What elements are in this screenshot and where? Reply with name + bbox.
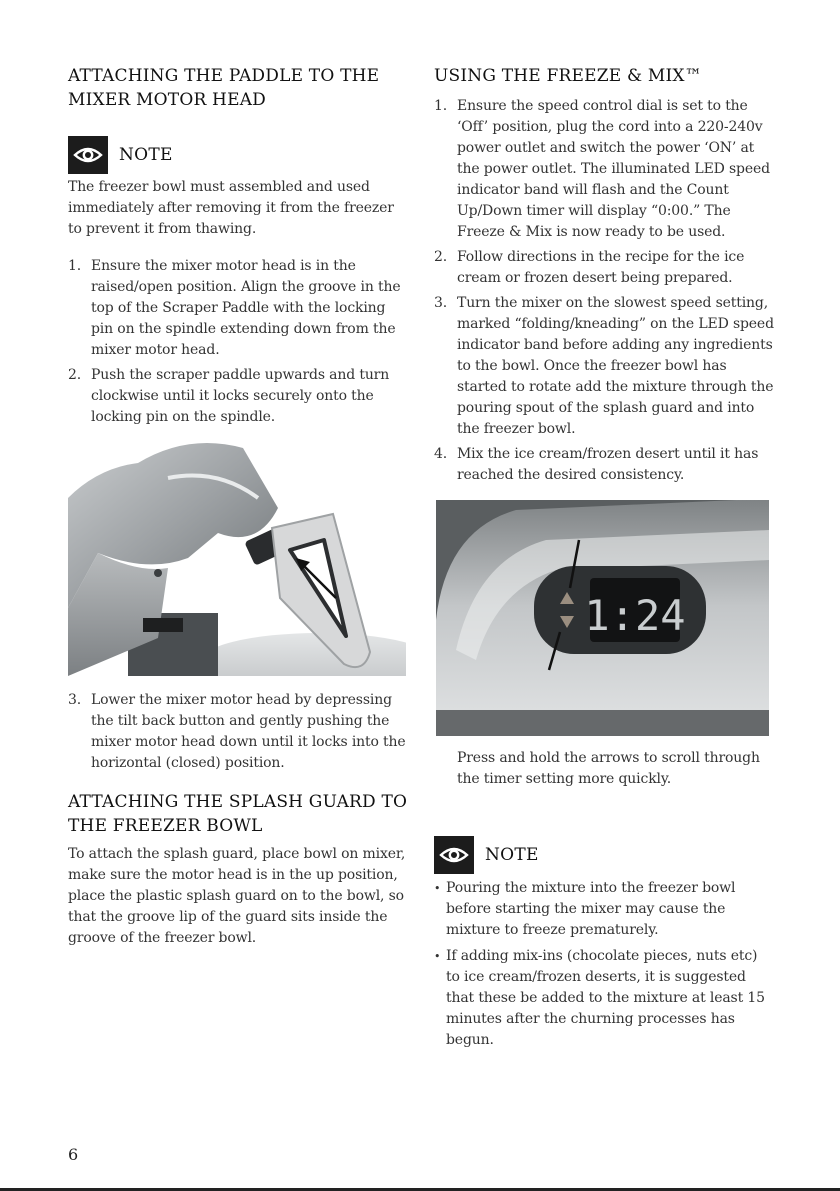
freeze-section-title: USING THE FREEZE & MIX™ (434, 66, 702, 86)
list-item: 3. Lower the mixer motor head by depressing the tilt back button and gently pushing the mixer motor head down until it locks into the horizontal (closed) position. (68, 692, 406, 771)
freeze-steps (434, 96, 774, 486)
paddle-steps (68, 256, 408, 428)
paddle-steps-continued (68, 690, 408, 774)
list-item: 2. Push the scraper paddle upwards and turn clockwise until it locks securely onto the locking pin on the spindle. (68, 367, 390, 425)
timer-caption: Press and hold the arrows to scroll through the timer setting more quickly. (457, 750, 760, 787)
paddle-section-title: ATTACHING THE PADDLE TO THE MIXER MOTOR HEAD (68, 66, 380, 110)
splash-text: To attach the splash guard, place bowl on mixer, make sure the motor head is in the up position, place the plastic splash guard on to the bowl, so that the groove lip of the guard sits inside the groove of the freezer bowl. (68, 846, 406, 946)
page-number: 6 (68, 1145, 79, 1164)
list-item: 3. Turn the mixer on the slowest speed setting, marked “folding/kneading” on the LED speed indicator band before adding any ingredients to the bowl. Once the freezer bowl has started to rotate add the mixture through the pouring spout of the splash guard and into the freezer bowl. (434, 295, 774, 437)
eye-icon (434, 836, 474, 874)
mixer-paddle-photo (68, 438, 406, 676)
splash-section-title: ATTACHING THE SPLASH GUARD TO THE FREEZER BOWL (68, 792, 408, 836)
note-bullets (434, 878, 774, 1051)
note-label: NOTE (119, 145, 173, 165)
note-label: NOTE (485, 845, 539, 865)
note-header (68, 136, 408, 174)
eye-icon (68, 136, 108, 174)
timer-readout: 1:24 (584, 591, 686, 640)
note-header (434, 836, 774, 874)
note-text: The freezer bowl must assembled and used immediately after removing it from the freezer to prevent it from thawing. (68, 179, 394, 237)
list-item: 4. Mix the ice cream/frozen desert until it has reached the desired consistency. (434, 446, 759, 483)
left-column (68, 64, 408, 949)
list-item: • Pouring the mixture into the freezer bowl before starting the mixer may cause the mixture to freeze prematurely. (434, 880, 736, 938)
timer-display-photo (436, 500, 769, 736)
list-item: 1. Ensure the speed control dial is set to the ‘Off’ position, plug the cord into a 220-240v power outlet and switch the power ‘ON’ at the power outlet. The illuminated LED speed indicator band will flash and the Count Up/Down timer will display “0:00.” The Freeze & Mix is now ready to be used. (434, 98, 770, 240)
list-item: 2. Follow directions in the recipe for the ice cream or frozen desert being prepared. (434, 249, 745, 286)
list-item: • If adding mix-ins (chocolate pieces, nuts etc) to ice cream/frozen deserts, it is suggested that these be added to the mixture at least 15 minutes after the churning processes has begun. (434, 948, 765, 1048)
list-item: 1. Ensure the mixer motor head is in the raised/open position. Align the groove in the top of the Scraper Paddle with the locking pin on the spindle extending down from the mixer motor head. (68, 258, 401, 358)
right-column (434, 64, 774, 1056)
